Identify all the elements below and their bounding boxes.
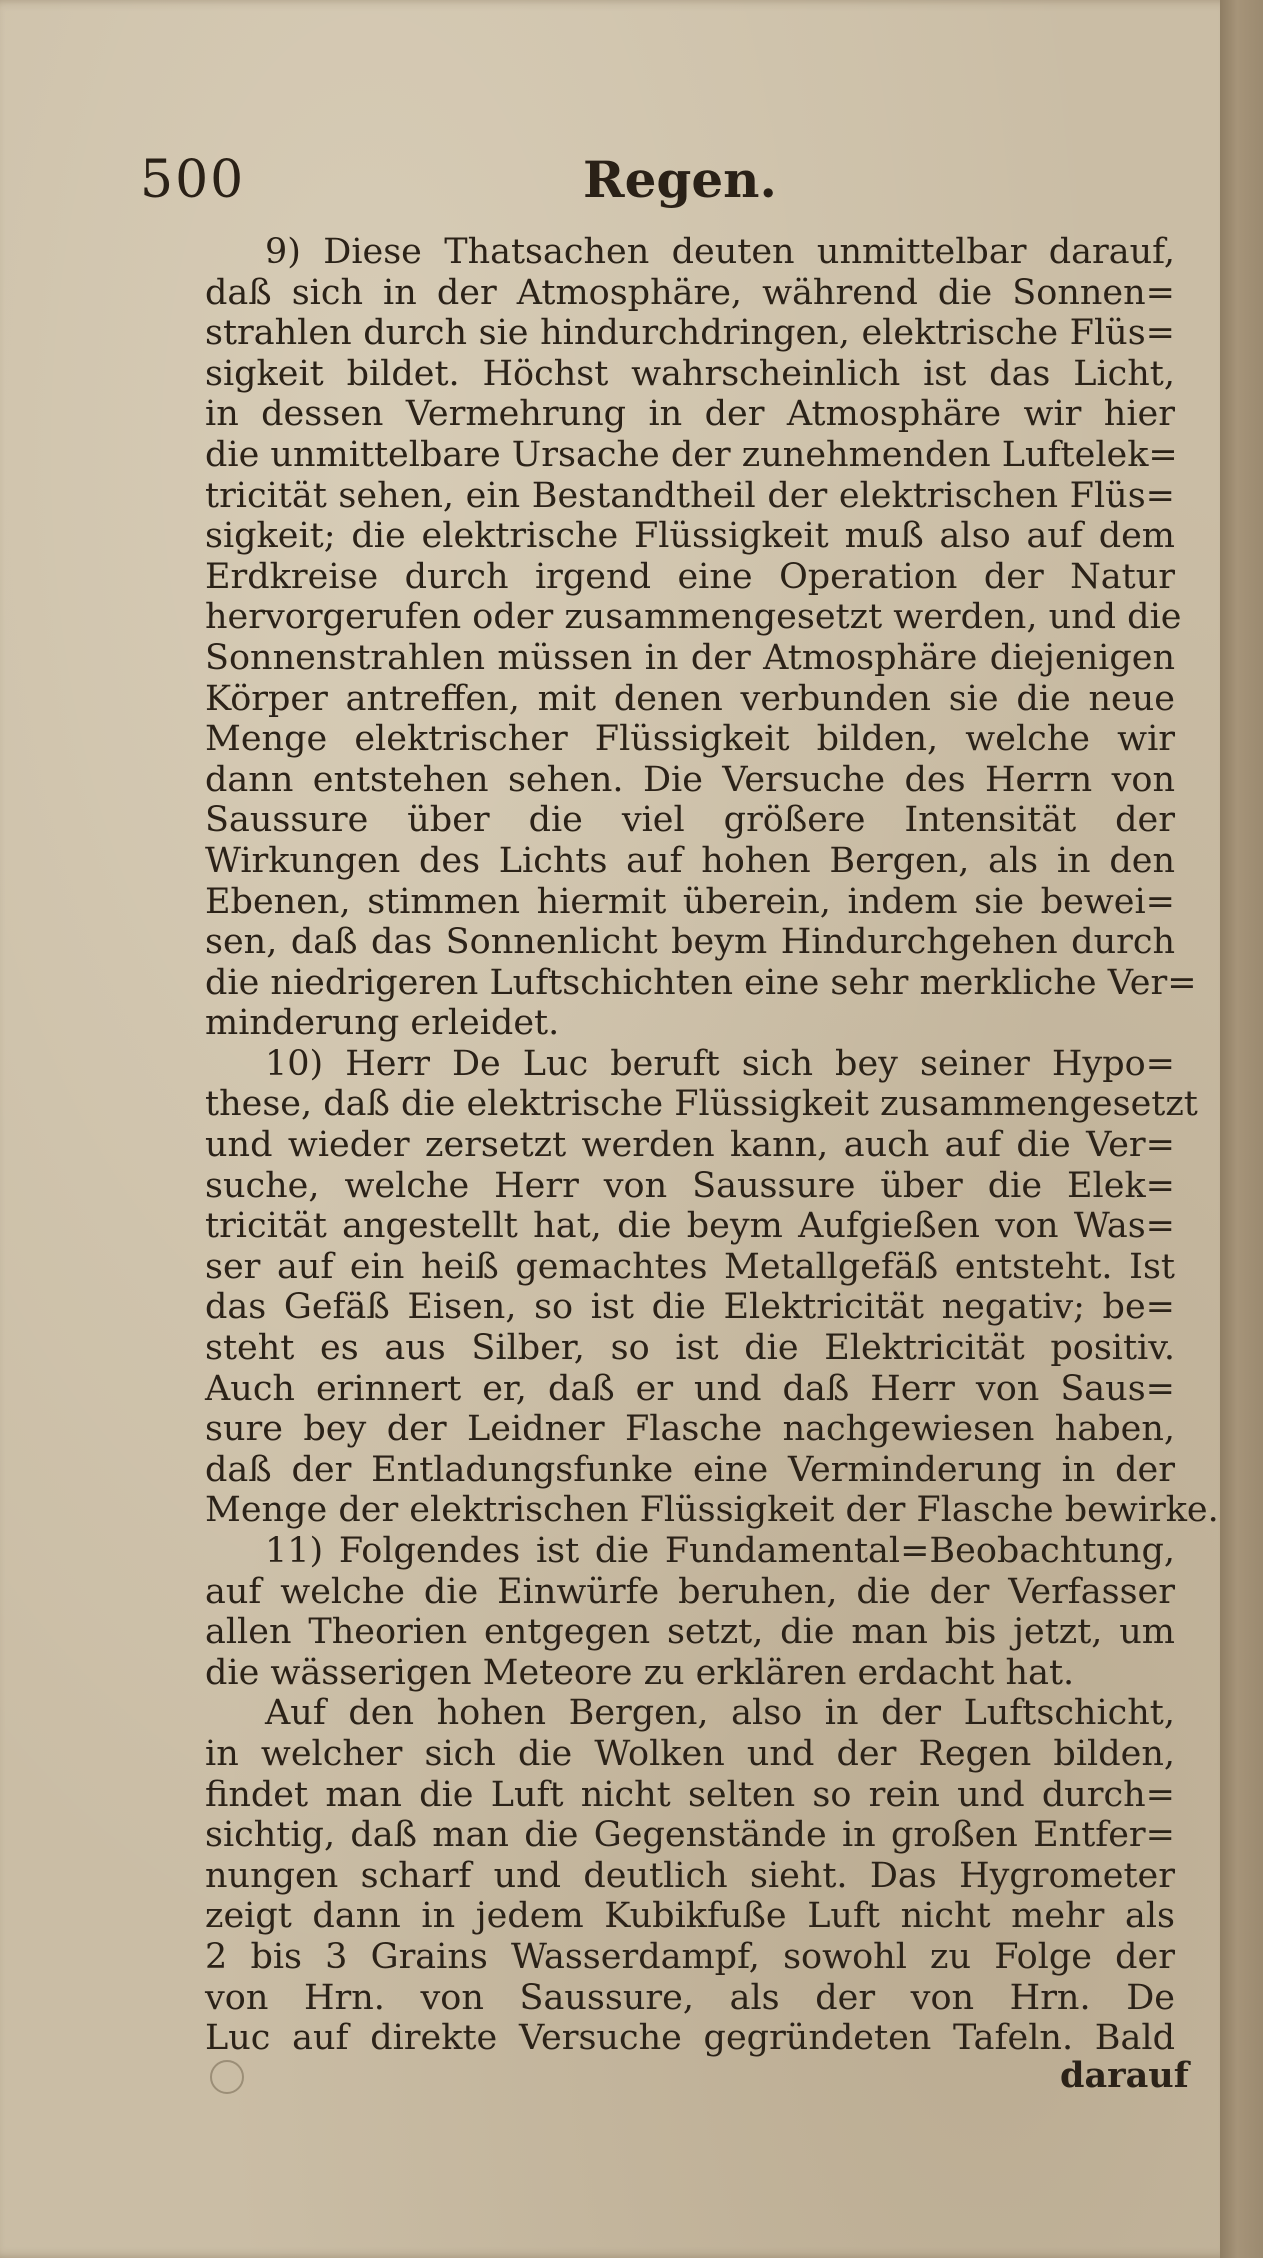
text-line: tricität sehen, ein Bestandtheil der elektrischen Flüs= bbox=[205, 475, 1175, 516]
text-line: sichtig, daß man die Gegenstände in großen Entfer= bbox=[205, 1815, 1175, 1856]
body-text bbox=[205, 232, 1219, 2059]
text-line: sen, daß das Sonnenlicht beym Hindurchgehen durch bbox=[205, 922, 1175, 963]
text-line: hervorgerufen oder zusammengesetzt werden, und die bbox=[205, 597, 1182, 638]
text-line: Luc auf direkte Versuche gegründeten Tafeln. Bald bbox=[205, 2018, 1175, 2059]
text-line: Sonnenstrahlen müssen in der Atmosphäre diejenigen bbox=[205, 637, 1175, 678]
text-line: Auf den hohen Bergen, also in der Luftschicht, bbox=[265, 1693, 1175, 1734]
text-line: Menge der elektrischen Flüssigkeit der Flasche bewirke. bbox=[205, 1490, 1219, 1531]
text-line: die niedrigeren Luftschichten eine sehr merkliche Ver= bbox=[205, 962, 1197, 1003]
text-line: tricität angestellt hat, die beym Aufgießen von Was= bbox=[205, 1206, 1175, 1247]
text-line: von Hrn. von Saussure, als der von Hrn. De bbox=[205, 1977, 1175, 2018]
text-line: 2 bis 3 Grains Wasserdampf, sowohl zu Folge der bbox=[205, 1936, 1175, 1977]
text-line: daß sich in der Atmosphäre, während die Sonnen= bbox=[205, 272, 1175, 313]
text-line: auf welche die Einwürfe beruhen, die der Verfasser bbox=[205, 1571, 1175, 1612]
text-line: nungen scharf und deutlich sieht. Das Hygrometer bbox=[205, 1855, 1175, 1896]
text-line: 11) Folgendes ist die Fundamental=Beobachtung, bbox=[265, 1531, 1175, 1571]
text-line: allen Theorien entgegen setzt, die man bis jetzt, um bbox=[205, 1612, 1175, 1653]
text-line: und wieder zersetzt werden kann, auch auf die Ver= bbox=[205, 1125, 1175, 1166]
page-header bbox=[140, 150, 1170, 220]
text-line: findet man die Luft nicht selten so rein und durch= bbox=[205, 1774, 1175, 1815]
text-line: die wässerigen Meteore zu erklären erdacht hat. bbox=[205, 1652, 1075, 1693]
text-line: sigkeit bildet. Höchst wahrscheinlich ist das Licht, bbox=[205, 353, 1175, 394]
text-line: die unmittelbare Ursache der zunehmenden Luftelek= bbox=[205, 434, 1178, 475]
text-line: these, daß die elektrische Flüssigkeit zusammengesetzt bbox=[205, 1084, 1198, 1125]
text-line: in dessen Vermehrung in der Atmosphäre wir hier bbox=[205, 394, 1175, 435]
text-line: sure bey der Leidner Flasche nachgewiesen haben, bbox=[205, 1409, 1175, 1450]
text-line: ser auf ein heiß gemachtes Metallgefäß entsteht. Ist bbox=[205, 1246, 1175, 1287]
text-line: minderung erleidet. bbox=[205, 1003, 560, 1044]
text-line: 9) Diese Thatsachen deuten unmittelbar darauf, bbox=[265, 232, 1175, 272]
text-line: sigkeit; die elektrische Flüssigkeit muß also auf dem bbox=[205, 516, 1175, 557]
text-line: zeigt dann in jedem Kubikfuße Luft nicht mehr als bbox=[205, 1896, 1175, 1937]
text-line: in welcher sich die Wolken und der Regen bilden, bbox=[205, 1733, 1175, 1774]
text-line: Menge elektrischer Flüssigkeit bilden, welche wir bbox=[205, 719, 1175, 760]
text-line: Saussure über die viel größere Intensität der bbox=[205, 800, 1175, 841]
text-line: dann entstehen sehen. Die Versuche des Herrn von bbox=[205, 759, 1175, 800]
text-line: steht es aus Silber, so ist die Elektricität positiv. bbox=[205, 1328, 1175, 1369]
text-line: daß der Entladungsfunke eine Verminderung in der bbox=[205, 1449, 1175, 1490]
text-line: suche, welche Herr von Saussure über die Elek= bbox=[205, 1165, 1175, 1206]
text-line: Wirkungen des Lichts auf hohen Bergen, als in den bbox=[205, 840, 1175, 881]
catchword: darauf bbox=[1060, 2055, 1189, 2096]
ink-blot bbox=[210, 2060, 244, 2094]
running-head: Regen. bbox=[583, 150, 777, 209]
text-line: strahlen durch sie hindurchdringen, elektrische Flüs= bbox=[205, 313, 1175, 354]
page-edge bbox=[1220, 0, 1263, 2258]
text-line: Auch erinnert er, daß er und daß Herr von Saus= bbox=[205, 1368, 1175, 1409]
text-line: Ebenen, stimmen hiermit überein, indem sie bewei= bbox=[205, 881, 1175, 922]
text-line: 10) Herr De Luc beruft sich bey seiner Hypo= bbox=[265, 1043, 1175, 1084]
text-line: Erdkreise durch irgend eine Operation der Natur bbox=[205, 556, 1175, 597]
page-number: 500 bbox=[140, 150, 246, 210]
text-line: Körper antreffen, mit denen verbunden sie die neue bbox=[205, 678, 1175, 719]
text-line: das Gefäß Eisen, so ist die Elektricität negativ; be= bbox=[205, 1287, 1175, 1328]
